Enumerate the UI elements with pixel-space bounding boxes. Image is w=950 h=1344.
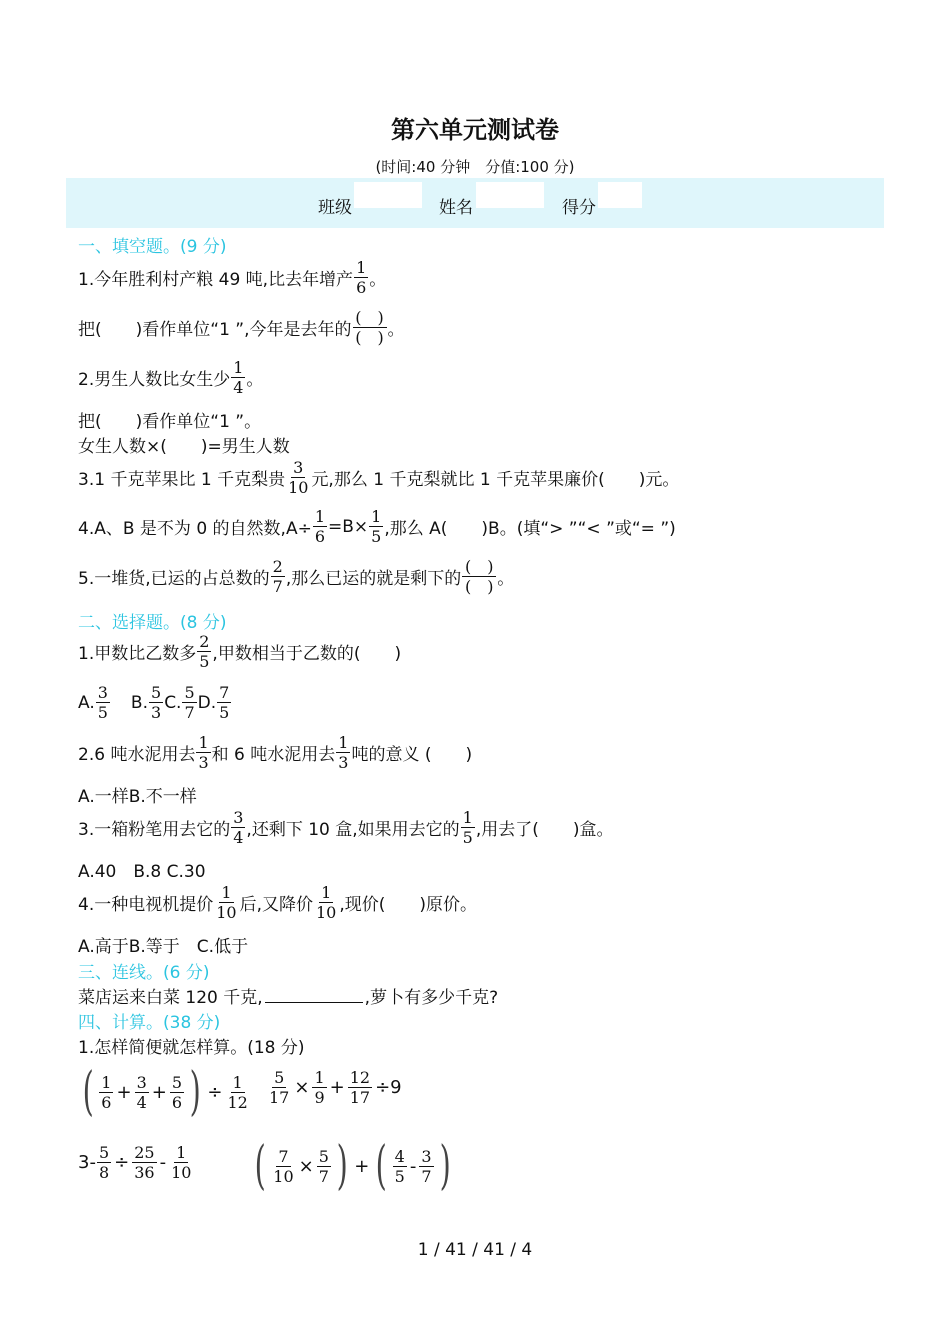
question-4-1-intro: 1.怎样简便就怎样算。(18 分) bbox=[78, 1038, 305, 1058]
question-1-1b: 把( )看作单位“1 ”,今年是去年的 $\frac{( )}{( )}$ 。 bbox=[78, 308, 405, 347]
page-number: 1 / 41 / 41 / 4 bbox=[417, 1240, 533, 1260]
fraction: $\frac{1}{6}$ bbox=[356, 258, 367, 297]
option-b[interactable]: B. $\frac{5}{3}$ bbox=[130, 683, 162, 722]
exam-duration-score: (时间:40 分钟 分值:100 分) bbox=[375, 158, 575, 176]
section-matching: 三、连线。(6 分) bbox=[78, 963, 210, 983]
fraction: $\frac{3}{10}$ bbox=[288, 458, 309, 497]
fraction: $\frac{1}{10}$ bbox=[216, 883, 237, 922]
fraction: $\frac{1}{5}$ bbox=[462, 808, 473, 847]
score-field[interactable] bbox=[598, 182, 642, 208]
answer-blank-line[interactable] bbox=[265, 988, 363, 1003]
question-1-4: 4.A、B 是不为 0 的自然数,A÷ $\frac{1}{6}$ =B× $\frac{1}{5}$ ,那么 A( )B。(填“> ”“< ”或“= ”) bbox=[78, 507, 676, 546]
question-2-2-options[interactable]: A.一样B.不一样 bbox=[78, 787, 197, 807]
question-2-1-options bbox=[78, 683, 232, 722]
section-multiple-choice: 二、选择题。(8 分) bbox=[78, 613, 227, 633]
question-1-1a: 1.今年胜利村产粮 49 吨,比去年增产 $\frac{1}{6}$ 。 bbox=[78, 258, 387, 297]
fraction: $\frac{1}{3}$ bbox=[198, 733, 209, 772]
expression-1: ( $\frac{1}{6}$ + $\frac{3}{4}$ + $\frac{5}{6}$ ) ÷ $\frac{1}{12}$ bbox=[82, 1062, 248, 1122]
fraction: $\frac{2}{7}$ bbox=[272, 557, 283, 596]
question-1-3: 3.1 千克苹果比 1 千克梨贵 $\frac{3}{10}$ 元,那么 1 千克梨就比 1 千克苹果廉价( )元。 bbox=[78, 458, 680, 497]
option-d[interactable]: D. $\frac{7}{5}$ bbox=[197, 683, 230, 722]
question-1-2a: 2.男生人数比女生少 $\frac{1}{4}$ 。 bbox=[78, 358, 264, 397]
page-title: 第六单元测试卷 bbox=[391, 116, 559, 144]
question-3: 菜店运来白菜 120 千克, ,萝卜有多少千克? bbox=[78, 988, 499, 1008]
class-field[interactable] bbox=[354, 182, 422, 208]
name-field[interactable] bbox=[476, 182, 544, 208]
fraction: $\frac{1}{10}$ bbox=[316, 883, 337, 922]
section-calculation: 四、计算。(38 分) bbox=[78, 1013, 221, 1033]
fraction: $\frac{3}{4}$ bbox=[233, 808, 244, 847]
student-info-bar bbox=[66, 178, 884, 228]
question-2-4-options[interactable]: A.高于B.等于 C.低于 bbox=[78, 937, 249, 957]
question-2-4: 4.一种电视机提价 $\frac{1}{10}$ 后,又降价 $\frac{1}{10}$ ,现价( )原价。 bbox=[78, 883, 478, 922]
option-a[interactable]: A. $\frac{3}{5}$ bbox=[78, 683, 108, 722]
question-2-2: 2.6 吨水泥用去 $\frac{1}{3}$ 和 6 吨水泥用去 $\frac{1}{3}$ 吨的意义 ( ) bbox=[78, 733, 473, 772]
answer-fraction-blank[interactable]: $\frac{( )}{( )}$ bbox=[353, 308, 387, 347]
fraction: $\frac{1}{5}$ bbox=[371, 507, 382, 546]
question-1-2c: 女生人数×( )=男生人数 bbox=[78, 437, 290, 457]
fraction: $\frac{1}{6}$ bbox=[314, 507, 326, 546]
question-1-2b: 把( )看作单位“1 ”。 bbox=[78, 412, 262, 432]
fraction: $\frac{1}{4}$ bbox=[233, 358, 244, 397]
question-2-3-options[interactable]: A.40 B.8 C.30 bbox=[78, 862, 206, 882]
section-fill-in: 一、填空题。(9 分) bbox=[78, 237, 227, 257]
name-label: 姓名 bbox=[439, 198, 473, 218]
score-label: 得分 bbox=[562, 198, 596, 218]
answer-fraction-blank[interactable]: $\frac{( )}{( )}$ bbox=[462, 557, 496, 596]
question-1-5: 5.一堆货,已运的占总数的 $\frac{2}{7}$ ,那么已运的就是剩下的 $\frac{( )}{( )}$ 。 bbox=[78, 557, 515, 596]
class-label: 班级 bbox=[318, 198, 352, 218]
expression-2: $\frac{5}{17}$ × $\frac{1}{9}$ + $\frac{12}{17}$ ÷9 bbox=[269, 1068, 402, 1107]
expression-4: ( $\frac{7}{10}$ × $\frac{5}{7}$ ) + ( $\frac{4}{5}$ - $\frac{3}{7}$ ) bbox=[254, 1136, 451, 1196]
question-2-3: 3.一箱粉笔用去它的 $\frac{3}{4}$ ,还剩下 10 盒,如果用去它的 $\frac{1}{5}$ ,用去了( )盒。 bbox=[78, 808, 614, 847]
fraction: $\frac{2}{5}$ bbox=[199, 632, 210, 671]
expression-3: 3- $\frac{5}{8}$ ÷ $\frac{25}{36}$ - $\frac{1}{10}$ bbox=[78, 1143, 192, 1182]
question-2-1: 1.甲数比乙数多 $\frac{2}{5}$ ,甲数相当于乙数的( ) bbox=[78, 632, 402, 671]
fraction: $\frac{1}{3}$ bbox=[338, 733, 349, 772]
option-c[interactable]: C. $\frac{5}{7}$ bbox=[164, 683, 195, 722]
